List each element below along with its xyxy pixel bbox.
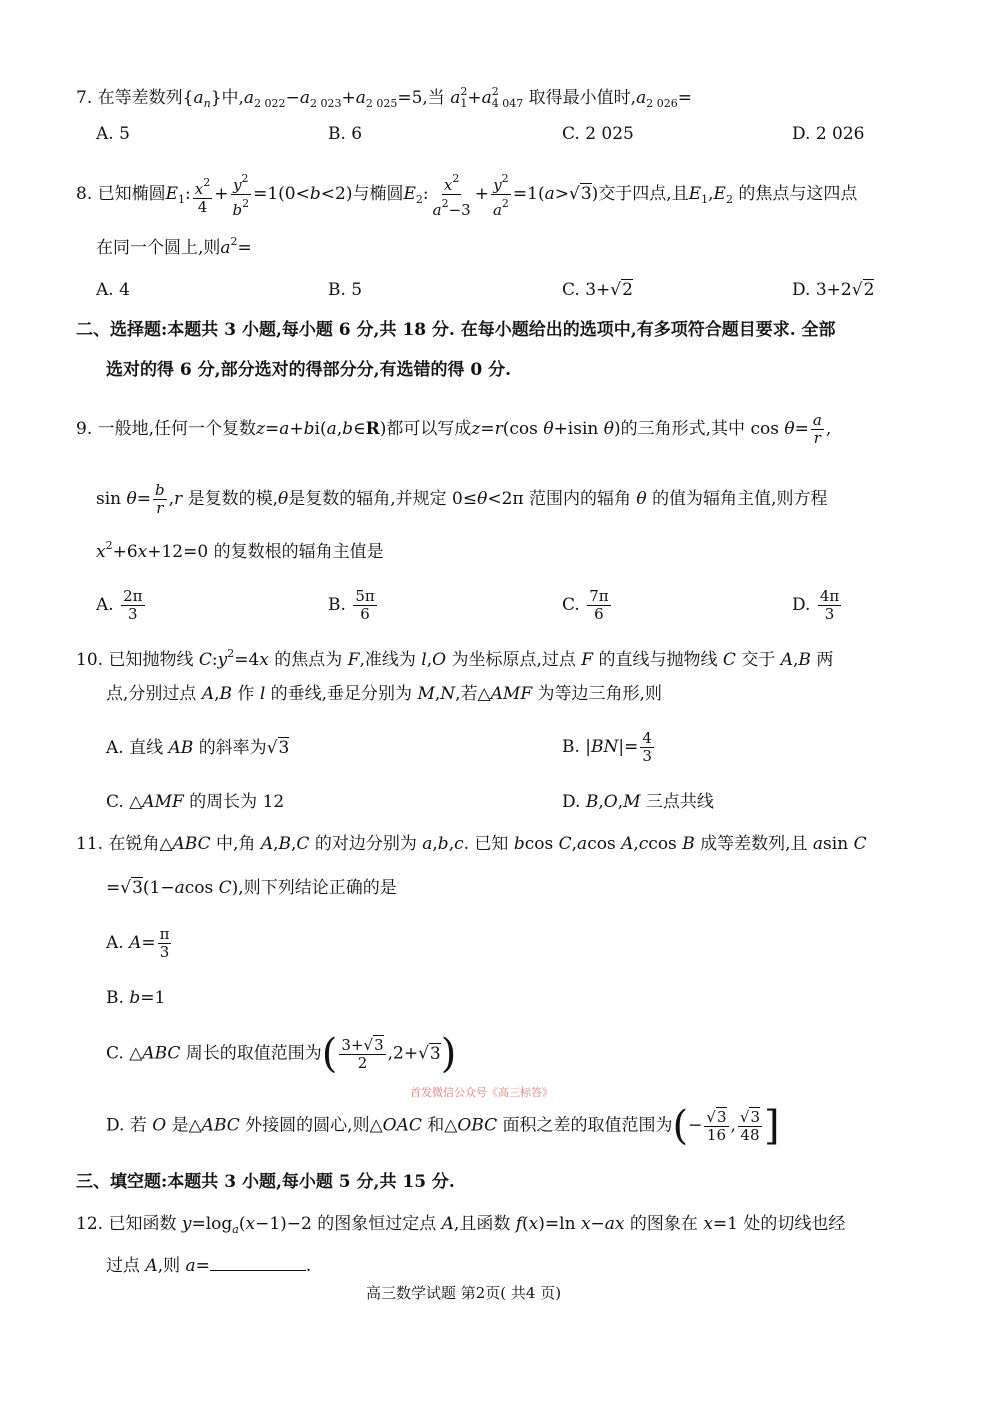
- q8-option-c: C. 3+√2: [562, 280, 633, 300]
- q7-stem: 7. 在等差数列$\{a_n\}$中$,a_{2 022}-a_{2 023}+a_{2 025}=5$,当 $a^2_1+a^2_{4 047}$ 取得最小值时$,a_{2 026}=$: [76, 85, 692, 110]
- q7-option-b: B. 6: [328, 124, 363, 144]
- q9-stem-line3: $x^2+6x+12=0$ 的复数根的辐角主值是: [96, 539, 384, 562]
- q10-stem-line2: 点,分别过点 A,B 作 l 的垂线,垂足分别为 M,N,若△AMF 为等边三角形,则: [106, 684, 662, 704]
- q7-option-a: A. 5: [96, 124, 130, 144]
- q7-option-c: C. 2 025: [562, 124, 634, 144]
- q9-option-a: A. $\frac{2\pi}{3}$: [96, 587, 143, 623]
- q8-option-b: B. 5: [328, 280, 363, 300]
- q8-stem-line2: 在同一个圆上,则$a^2=$: [96, 235, 252, 258]
- q10-option-a: A. 直线 AB 的斜率为√3: [106, 738, 290, 758]
- q7-option-d: D. 2 026: [792, 124, 865, 144]
- q9-option-d: D. $\frac{4\pi}{3}$: [792, 587, 840, 623]
- q10-option-c: C. △AMF 的周长为 12: [106, 792, 285, 812]
- section2-heading: 二、选择题:本题共 3 小题,每小题 6 分,共 18 分. 在每小题给出的选项中,有多项符合题目要求. 全部: [76, 320, 836, 340]
- q11-option-d: D. 若 O 是△ABC 外接圆的圆心,则△OAC 和△OBC 面积之差的取值范围为(− $\frac{√3}{16}$ , $\frac{√3}{48}$ ]: [106, 1103, 780, 1149]
- q9-option-b: B. $\frac{5\pi}{6}$: [328, 587, 375, 623]
- section3-heading: 三、填空题:本题共 3 小题,每小题 5 分,共 15 分.: [76, 1172, 455, 1192]
- answer-blank[interactable]: [210, 1254, 306, 1271]
- q11-stem: 11. 在锐角△ABC 中,角 A,B,C 的对边分别为 a,b,c. 已知 bcos C,acos A,ccos B 成等差数列,且 asin C: [76, 834, 867, 854]
- q11-option-b: B. b=1: [106, 988, 166, 1008]
- q8-option-a: A. 4: [96, 280, 130, 300]
- q9-stem: 9. 一般地,任何一个复数z=a+bi(a,b∈R)都可以写成z=r(cos θ+isin θ)的三角形式,其中 cos θ= $\frac{a}{r}$ ,: [76, 411, 832, 447]
- page-footer: 高三数学试题 第2页( 共4 页): [366, 1284, 562, 1302]
- q8-stem: 8. 已知椭圆$E_1$: $\frac{x^2}{4}$ + $\frac{y^2}{b^2}$ =1(0<b<2)与椭圆$E_2$: $\frac{x^2}{a^2-3}$ + $\frac{y^2}{a^2}$ =1(a>√3)交于四点,且$E_1,E_2$ 的焦点与这四点: [76, 172, 858, 219]
- q12-stem-line2: 过点 A,则 a= .: [106, 1256, 312, 1276]
- q9-option-c: C. $\frac{7\pi}{6}$: [562, 587, 609, 623]
- q9-stem-line2: sin θ= $\frac{b}{r}$ ,r 是复数的模,θ是复数的辐角,并规定 0≤θ<2π 范围内的辐角 θ 的值为辐角主值,则方程: [96, 481, 828, 517]
- section2-heading-line2: 选对的得 6 分,部分选对的得部分分,有选错的得 0 分.: [106, 360, 512, 380]
- q10-stem: 10. 已知抛物线 $C:y^2=4x$ 的焦点为 F,准线为 l,O 为坐标原点,过点 F 的直线与抛物线 C 交于 A,B 两: [76, 647, 834, 670]
- watermark: 首发微信公众号《高三标答》: [410, 1086, 553, 1099]
- q12-stem: 12. 已知函数 $y=\log_a(x-1)-2$ 的图象恒过定点 A,且函数 f(x)=ln x−ax 的图象在 x=1 处的切线也经: [76, 1214, 846, 1236]
- q11-option-a: A. A= $\frac{\pi}{3}$: [106, 925, 170, 961]
- q10-option-d: D. B,O,M 三点共线: [562, 792, 714, 812]
- q10-option-b: B. |BN|= $\frac{4}{3}$: [562, 729, 652, 765]
- q11-stem-line2: =√3(1−acos C),则下列结论正确的是: [106, 878, 397, 898]
- q11-option-c: C. △ABC 周长的取值范围为( $\frac{3+√3}{2}$ ,2+√3): [106, 1031, 457, 1077]
- q8-option-d: D. 3+2√2: [792, 280, 875, 300]
